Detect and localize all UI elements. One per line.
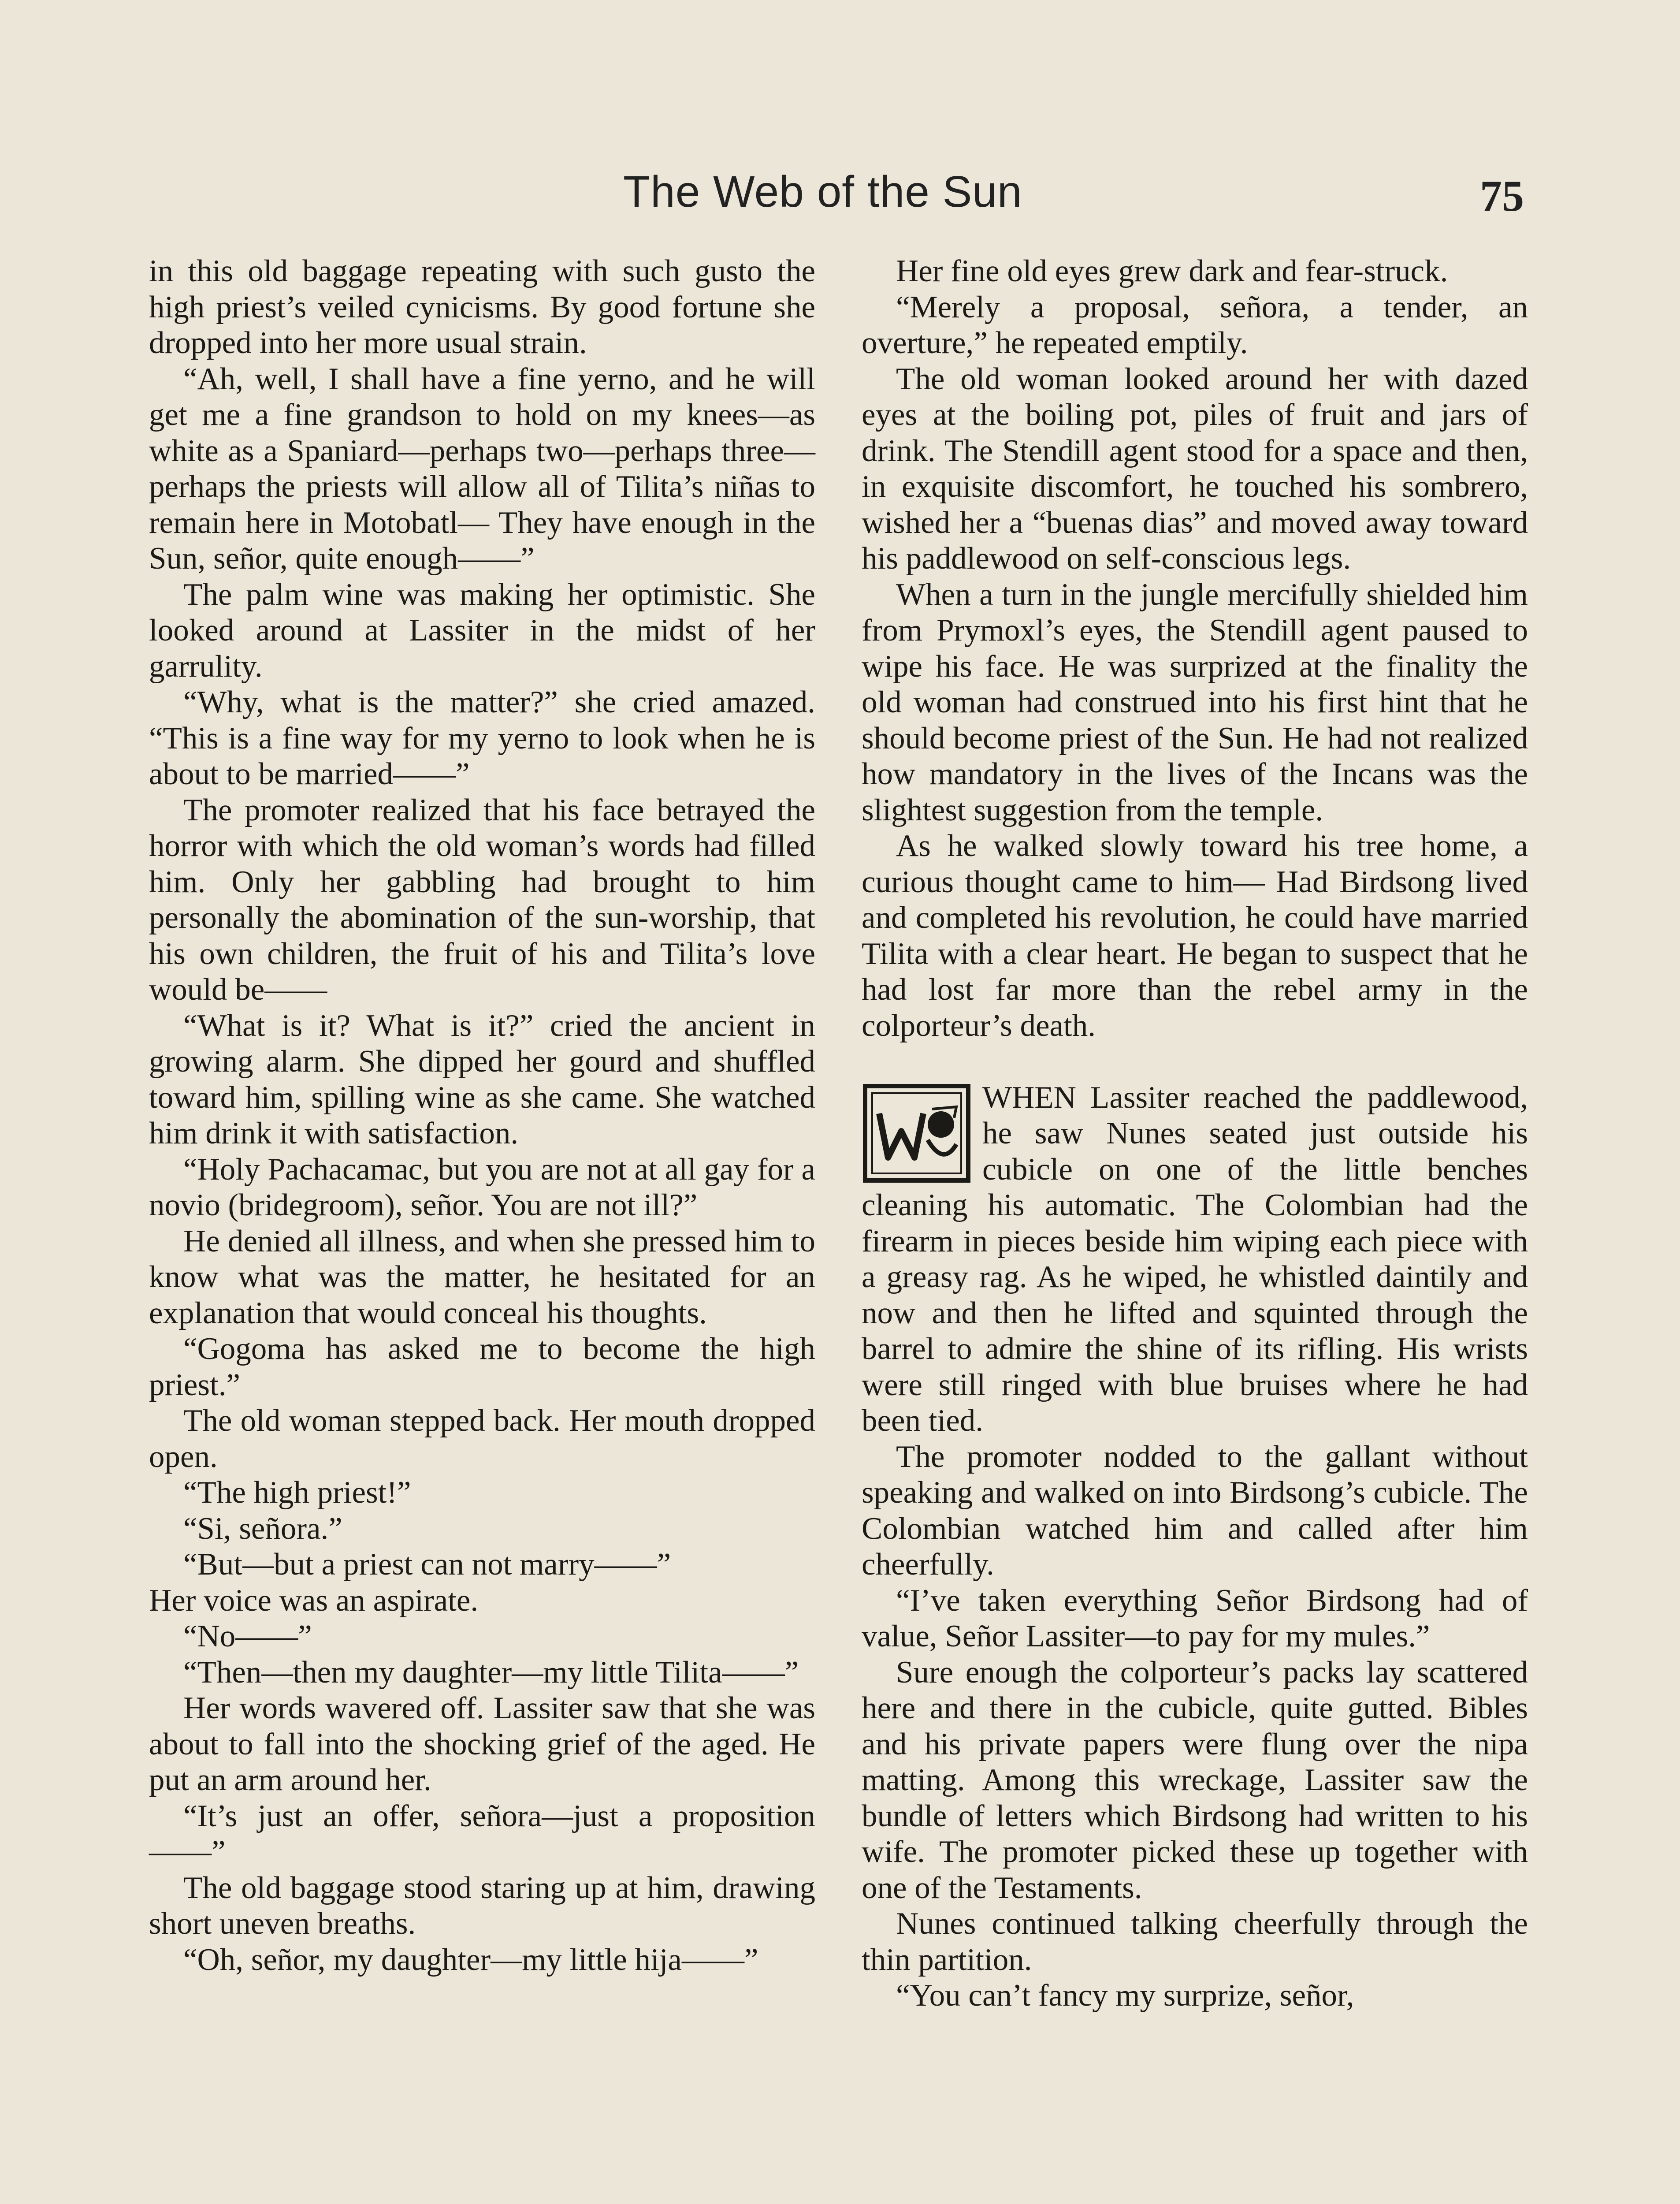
paragraph: Her words wavered off. Lassiter saw that she was about to fall into the shocking grief of the aged. He put an arm around her. [149, 1691, 815, 1797]
paragraph: The old baggage stood staring up at him, drawing short uneven breaths. [149, 1870, 815, 1941]
section-opening [862, 1080, 1528, 1439]
paragraph: “Merely a proposal, señora, a tender, an overture,” he repeated emptily. [862, 290, 1528, 360]
paragraph: Her voice was an aspirate. [149, 1583, 479, 1618]
paragraph: “Then—then my daughter—my little Tilita——” [183, 1655, 799, 1690]
paragraph: Her fine old eyes grew dark and fear-struck. [896, 254, 1448, 288]
paragraph: The promoter nodded to the gallant without speaking and walked on into Birdsong’s cubicle. The Colombian watched him and called after him cheerfully. [862, 1439, 1528, 1582]
paragraph: in this old baggage repeating with such gusto the high priest’s veiled cynicisms. By good fortune she dropped into her more usual strain. [149, 254, 815, 360]
paragraph: Sure enough the colporteur’s packs lay scattered here and there in the cubicle, quite gutted. Bibles and his private papers were flung over the nipa matting. Among this wreckage, Lassiter saw the bundle of letters which Birdsong had written to his wife. The promoter picked these up together with one of the Testaments. [862, 1655, 1528, 1905]
page-number: 75 [1480, 171, 1524, 220]
paragraph: “You can’t fancy my surprize, señor, [896, 1978, 1354, 2013]
paragraph: “No——” [183, 1619, 312, 1653]
paragraph: “But—but a priest can not marry——” [183, 1547, 671, 1582]
paragraph: Nunes continued talking cheerfully through the thin partition. [862, 1906, 1528, 1977]
paragraph: “Oh, señor, my daughter—my little hija——” [183, 1942, 758, 1977]
paragraph: The promoter realized that his face betrayed the horror with which the old woman’s words had filled him. Only her gabbling had brought to him personally the abomination of the sun-worship, that his own children, the fruit of his and Tilita’s love would be—— [149, 793, 815, 1007]
paragraph: “It’s just an offer, señora—just a proposition——” [149, 1798, 815, 1869]
paragraph: “I’ve taken everything Señor Birdsong had of value, Señor Lassiter—to pay for my mules.” [862, 1583, 1528, 1653]
paragraph: “Holy Pachacamac, but you are not at all gay for a novio (bridegroom), señor. You are not ill?” [149, 1152, 815, 1222]
running-title: The Web of the Sun [623, 167, 1022, 216]
paragraph: “The high priest!” [183, 1475, 411, 1510]
paragraph: As he walked slowly toward his tree home, a curious thought came to him— Had Birdsong lived and completed his revolution, he could have married Tilita with a clear heart. He began to suspect that he had lost far more than the rebel army in the colporteur’s death. [862, 829, 1528, 1043]
paragraph: “Why, what is the matter?” she cried amazed. “This is a fine way for my yerno to look when he is about to be married——” [149, 685, 815, 791]
paragraph: “Gogoma has asked me to become the high priest.” [149, 1332, 815, 1402]
paragraph: The old woman stepped back. Her mouth dropped open. [149, 1404, 815, 1474]
paragraph: “What is it? What is it?” cried the ancient in growing alarm. She dipped her gourd and shuffled toward him, spilling wine as she came. She watched him drink it with satisfaction. [149, 1008, 815, 1150]
paragraph: When a turn in the jungle mercifully shielded him from Prymoxl’s eyes, the Stendill agent paused to wipe his face. He was surprized at the finality the old woman had construed into his first hint that he should become priest of the Sun. He had not realized how mandatory in the lives of the Incans was the slightest suggestion from the temple. [862, 577, 1528, 827]
paragraph: “Ah, well, I shall have a fine yerno, and he will get me a fine grandson to hold on my knees—as white as a Spaniard—perhaps two—perhaps three—perhaps the priests will allow all of Tilita’s niñas to remain here in Motobatl— They have enough in the Sun, señor, quite enough——” [149, 361, 815, 576]
page-header [0, 163, 1680, 229]
paragraph: WHEN Lassiter reached the paddlewood, he saw Nunes seated just outside his cubicle on one of the little benches cleaning his automatic. The Colombian had the firearm in pieces beside him wiping each piece with a greasy rag. As he wiped, he whistled daintily and now and then he lifted and squinted through the barrel to admire the shine of its rifling. His wrists were still ringed with blue bruises where he had been tied. [862, 1080, 1528, 1438]
paragraph: “Si, señora.” [183, 1511, 342, 1546]
paragraph: He denied all illness, and when she pressed him to know what was the matter, he hesitated for an explanation that would conceal his thoughts. [149, 1224, 815, 1330]
left-column [149, 253, 815, 1978]
ornamental-initial-icon [862, 1083, 972, 1184]
right-column [862, 253, 1528, 2014]
paragraph: The palm wine was making her optimistic. She looked around at Lassiter in the midst of her garrulity. [149, 577, 815, 684]
paragraph: The old woman looked around her with dazed eyes at the boiling pot, piles of fruit and jars of drink. The Stendill agent stood for a space and then, in exquisite discomfort, he touched his sombrero, wished her a “buenas dias” and moved away toward his paddlewood on self-conscious legs. [862, 361, 1528, 576]
